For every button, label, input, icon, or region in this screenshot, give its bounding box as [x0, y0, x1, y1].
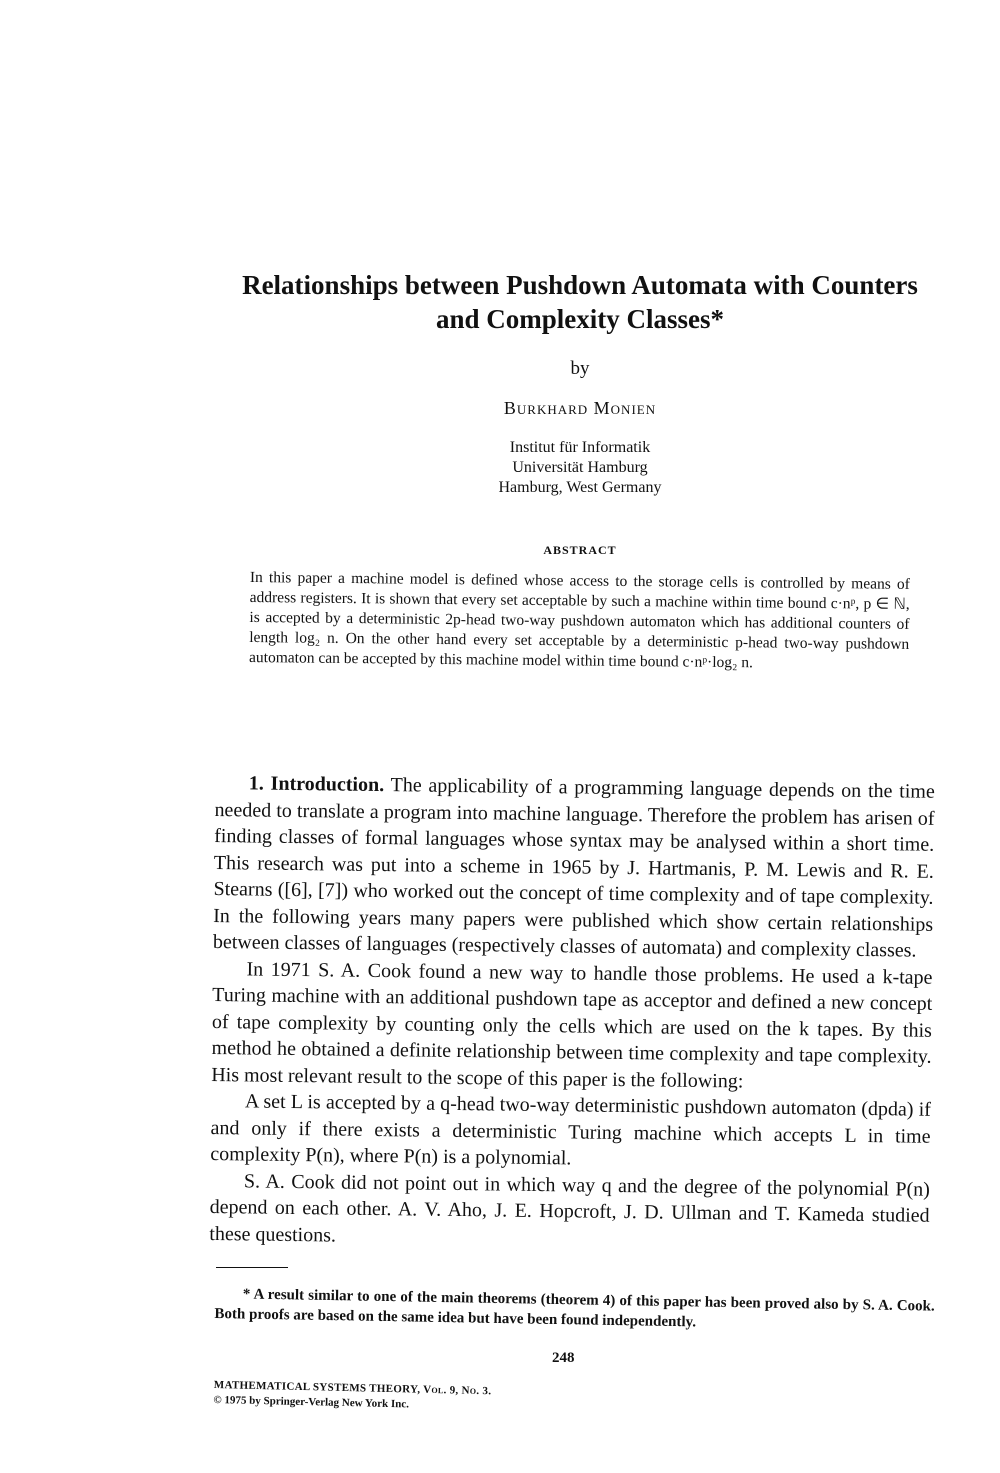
journal-line-2: © 1975 by Springer-Verlag New York Inc. [213, 1393, 410, 1411]
byline: by [570, 358, 590, 379]
journal-info [213, 1378, 491, 1414]
affiliation-line-1: Institut für Informatik [509, 439, 651, 456]
journal-line-1: MATHEMATICAL SYSTEMS THEORY, Vol. 9, No. 3. [213, 1378, 492, 1398]
title-line-2: and Complexity Classes* [435, 304, 725, 334]
affiliation-line-3: Hamburg, West Germany [498, 479, 662, 496]
title-line-1: Relationships between Pushdown Automata with Counters [242, 270, 918, 300]
intro-paragraph-4: S. A. Cook did not point out in which way q and the degree of the polynomial P(n) depend on each other. A. V. Aho, J. E. Hopcroft, J. D. Ullman and T. Kameda studied these questions. [209, 1169, 931, 1247]
intro-paragraph-1 [213, 770, 935, 964]
footnote-text: * A result similar to one of the main theorems (theorem 4) of this paper has been proved also by S. A. Cook. Both proofs are based on the same idea but have been found independently. [214, 1286, 935, 1331]
intro-paragraph-2: In 1971 S. A. Cook found a new way to handle those problems. He used a k-tape Turing machine with an additional pushdown tape as acceptor and defined a new concept of tape complexity by counting only the cells which are used on the k tapes. By this method he obtained a definite relationship between time complexity and tape complexity. His most relevant result to the scope of this paper is the following: [211, 957, 933, 1092]
footnote-divider [216, 1267, 288, 1268]
intro-paragraph-3: A set L is accepted by a q-head two-way deterministic pushdown automaton (dpda) if and only if there exists a deterministic Turing machine which accepts L in time complexity P(n), where P(n) is a polynomial. [210, 1090, 932, 1170]
abstract-heading: ABSTRACT [543, 543, 617, 557]
paper-title [230, 268, 930, 336]
footnote [214, 1284, 935, 1337]
introduction-section [209, 770, 935, 1256]
intro-paragraph-1-text: The applicability of a programming language depends on the time needed to translate a program into machine language. Therefore the problem has arisen of finding classes of formal languages whose syntax may be analysed within a short time. This research was put into a scheme in 1965 by J. Hartmanis, P. M. Lewis and R. E. Stearns ([6], [7]) who worked out the concept of time complexity and of tape complexity. In the following years many papers were published which show certain relationships between classes of languages (respectively classes of automata) and complexity classes. [212, 774, 935, 962]
affiliation [0, 438, 1000, 498]
abstract-text: In this paper a machine model is defined whose access to the storage cells is controlled by means of address registers. It is shown that every set acceptable by such a machine within time bound c·nᵖ, p ∈ ℕ, is accepted by a deterministic 2p-head two-way pushdown automaton which has additional counters of length log₂ n. On the other hand every set acceptable by a deterministic p-head two-way pushdown automaton can be accepted by this machine model within time bound c·nᵖ·log₂ n. [248, 568, 910, 672]
author-name: Burkhard Monien [503, 398, 657, 418]
section-heading: 1. Introduction. [248, 772, 385, 797]
affiliation-line-2: Universität Hamburg [512, 459, 648, 476]
page-number: 248 [552, 1350, 575, 1366]
